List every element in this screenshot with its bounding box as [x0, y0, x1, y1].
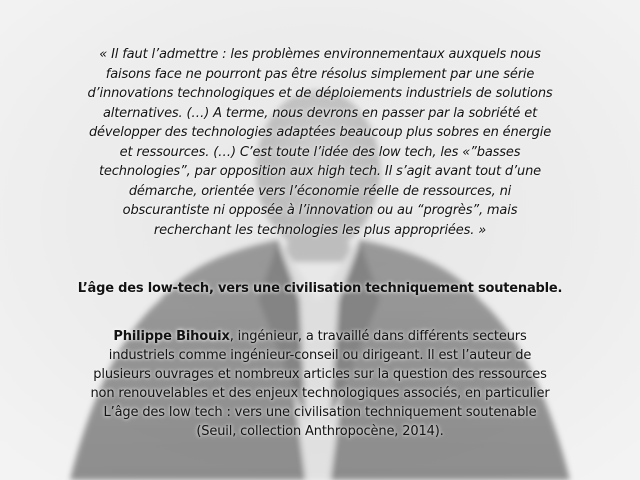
book-title: L’âge des low-tech, vers une civilisation techniquement soutenable. — [77, 281, 563, 296]
author-bio-text: , ingénieur, a travaillé dans différents secteurs industriels comme ingénieur-conseil ou dirigeant. Il est l’auteur de plusieurs ouvrages et nombreux articles sur la question des ressources non renouvelables et des enjeux technologiques associés, en particulier L’âge des low tech : vers une civilisation techniquement soutenable (Seuil, collection Anthropocène, 2014). — [90, 329, 550, 439]
author-bio — [82, 327, 558, 441]
author-name: Philippe Bihouix — [113, 329, 230, 344]
quote-text: « Il faut l’admettre : les problèmes environnementaux auxquels nous faisons face ne pourront pas être résolus simplement par une série d’innovations technologiques et de déploiements industriels de solutions alternatives. (…) A terme, nous devrons en passer par la sobriété et développer des technologies adaptées beaucoup plus sobres en énergie et ressources. (…) C’est toute l’idée des low tech, les «”basses technologies”, par opposition aux high tech. Il s’agit avant tout d’une démarche, orientée vers l’économie réelle de ressources, ni obscurantiste ni opposée à l’innovation ou au “progrès”, mais recherchant les technologies les plus appropriées. » — [87, 47, 553, 238]
